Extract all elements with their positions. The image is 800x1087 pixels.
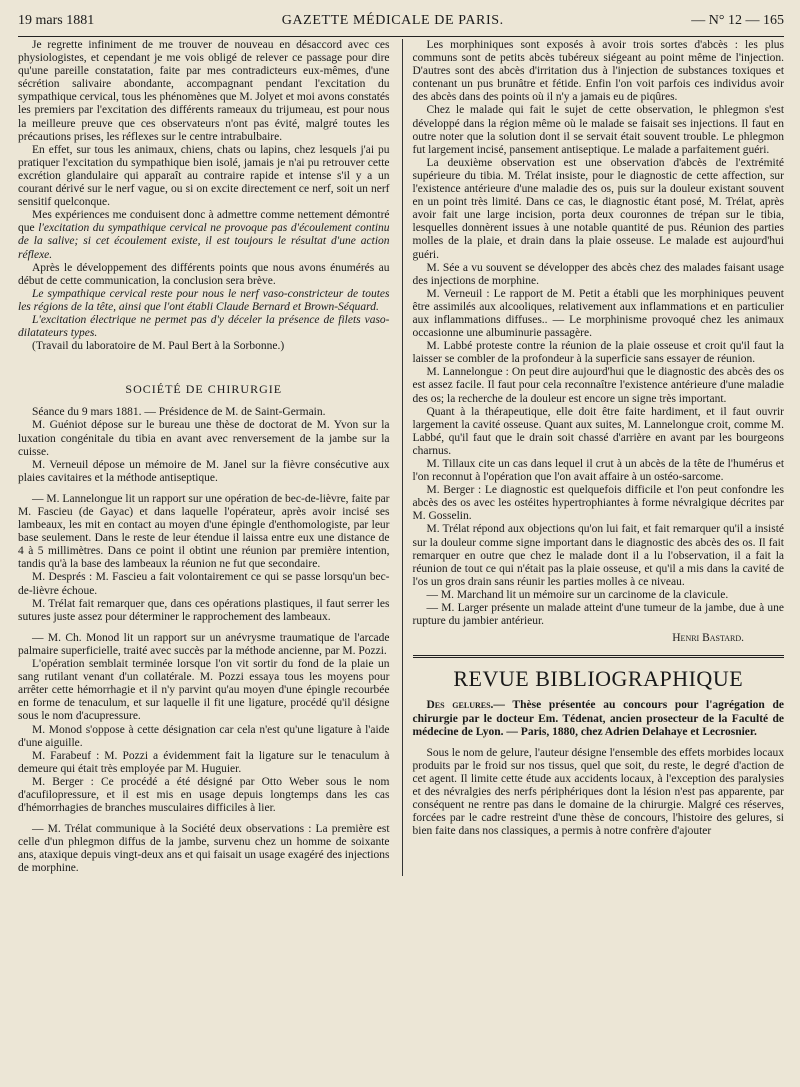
paragraph: Chez le malade qui fait le sujet de cette observation, le phlegmon s'est développé dans la région même où le malade se faisait ses injections. Il faut en outre noter que la solution dont il se servait était souvent trouble. Le phlegmon fut largement incisé, pansement antiseptique. Le malade a parfaitement guéri. bbox=[412, 104, 785, 156]
paragraph: M. Verneuil : Le rapport de M. Petit a établi que les morphiniques peuvent être assimilés aux alcooliques, relativement aux inflammations et en particulier aux inflammations diffuses.. — Le morphinisme provoqué chez les animaux occasionne une albuminurie passagère. bbox=[412, 287, 785, 340]
paragraph: M. Tillaux cite un cas dans lequel il crut à un abcès de la tête de l'humérus et l'on reconnut à l'opération que l'on avait affaire à un ostéo-sarcome. bbox=[412, 458, 785, 484]
header-issue: — N° 12 — 165 bbox=[691, 13, 784, 28]
spacer bbox=[18, 485, 390, 493]
page-header bbox=[18, 14, 784, 34]
paragraph: Quant à la thérapeutique, elle doit être faite hardiment, et il faut ouvrir largement la cavité osseuse. Quant aux suites, M. Lannelongue croit, comme M. Labbé, qu'il faut que le drain soit chassé d'arrière en avant par les bourgeons charnus. bbox=[412, 405, 785, 457]
paragraph: M. Labbé proteste contre la réunion de la plaie osseuse et croit qu'il faut la laisser se combler de la profondeur à la superficie sans essayer de réunion. bbox=[412, 340, 785, 366]
paragraph: M. Sée a vu souvent se développer des abcès chez des malades faisant usage des injections de morphine. bbox=[412, 261, 785, 287]
paragraph: — M. Marchand lit un mémoire sur un carcinome de la clavicule. bbox=[426, 588, 729, 601]
paragraph: Les morphiniques sont exposés à avoir trois sortes d'abcès : les plus communs sont de petits abcès tubéreux siégeant au point même de l'injection. D'autres sont des abcès d'irritation dus à l'injection de substances toxiques et contenant un pus brunâtre et fétide. Enfin l'on voit parfois ces individus avoir des abcès dans des points où il n'y a jamais eu de piqûres. bbox=[412, 39, 785, 104]
paragraph: Après le développement des différents points que nous avons énumérés au début de cette communication, la conclusion sera brève. bbox=[18, 261, 390, 287]
spacer bbox=[18, 624, 390, 632]
spacer bbox=[18, 815, 390, 823]
paragraph-lead: Des gelures. bbox=[426, 699, 494, 712]
paragraph: Je regrette infiniment de me trouver de nouveau en désaccord avec ces physiologistes, et cependant je me vois obligé de relever ce passage pour dire qu'une pareille constatation, faite par mes contradicteurs eux-mêmes, d'une sécrétion salivaire abondante, accompagnant pendant l'excitation du sympathique cervical, tous les phénomènes que M. Jolyet et moi avons constatés les premiers par l'excitation des différents rameaux du trijumeau, est pour nous la meilleure preuve que ces observateurs n'ont pas évité, malgré toutes les précautions prises, les réflexes sur le centre intrabulbaire. bbox=[18, 39, 390, 143]
paragraph-lead: Mes expériences me conduisent donc à admettre comme nettement démontré que bbox=[18, 209, 390, 235]
spacer bbox=[413, 739, 785, 747]
header-title: GAZETTE MÉDICALE DE PARIS. bbox=[281, 13, 504, 28]
lab-credit: (Travail du laboratoire de M. Paul Bert à la Sorbonne.) bbox=[32, 340, 285, 353]
paragraph: M. Farabeuf : M. Pozzi a évidemment fait la ligature sur le tenaculum à demeure qui était très employée par M. Huguier. bbox=[18, 749, 390, 775]
revue-title: REVUE BIBLIOGRAPHIQUE bbox=[453, 666, 744, 692]
conclusion-1: Le sympathique cervical reste pour nous le nerf vaso-constricteur de toutes les régions de la tête, ainsi que l'ont établi Claude Bernard et Brown-Séquard. bbox=[18, 287, 390, 313]
signature: Henri Bastard. bbox=[672, 632, 745, 645]
paragraph: M. Berger : Ce procédé a été désigné par Otto Weber sous le nom d'acufilopressure, et il est mis en usage depuis longtemps dans les cas d'hémorrhagies de branches musculaires difficiles à lier. bbox=[18, 775, 390, 815]
paragraph: L'opération semblait terminée lorsque l'on vit sortir du fond de la plaie un sang rutilant venant d'un collatérale. M. Pozzi essaya tous les moyens pour arrêter cette hémorrhagie et il n'y parvint qu'au moyen d'une épingle recourbée en forme de tenaculum, et sur laquelle il fit une ligature, procédé qu'il désigne sous le nom d'acupressure. bbox=[18, 658, 390, 723]
paragraph: M. Trélat répond aux objections qu'on lui fait, et fait remarquer qu'il a insisté sur la douleur comme signe important dans le diagnostic des abcès des os. Il fait remarquer en outre que chez le malade dont il a lu l'observation, il a fait la réunion de tout ce qui n'était pas la plaie osseuse, et qu'il a mis dans la cavité de l'os un gros drain sans réunir les parties molles à ce niveau. bbox=[412, 523, 785, 588]
left-column bbox=[18, 39, 390, 876]
paragraph: — M. Larger présente un malade atteint d'une tumeur de la jambe, due à une rupture du jambier antérieur. bbox=[412, 602, 785, 628]
header-date: 19 mars 1881 bbox=[18, 13, 95, 28]
paragraph bbox=[18, 209, 390, 261]
revue-section bbox=[413, 655, 785, 838]
paragraph: M. Guéniot dépose sur le bureau une thèse de doctorat de M. Yvon sur la luxation congénitale du tibia en avant avec renversement de la jambe sur la cuisse. bbox=[18, 419, 390, 458]
header-rule bbox=[18, 36, 784, 37]
paragraph: M. Lannelongue : On peut dire aujourd'hui que le diagnostic des abcès des os est assez facile. Il faut pour cela reconnaître l'existence antérieure d'une maladie des os; la recherche de la douleur est encore un signe très important. bbox=[412, 366, 785, 405]
paragraph: M. Trélat fait remarquer que, dans ces opérations plastiques, il faut serrer les sutures juste assez pour déterminer le rapprochement des lambeaux. bbox=[18, 597, 390, 623]
seance-line: Séance du 9 mars 1881. — Présidence de M. de Saint-Germain. bbox=[32, 406, 326, 419]
paragraph: En effet, sur tous les animaux, chiens, chats ou lapins, chez lesquels j'ai pu pratiquer l'excitation du sympathique bien isolé, jamais je n'ai pu retrouver cette excrétion glandulaire qui apparaît au contraire rapide et intense s'il y a un courant dérivé sur le nerf vague, ou si on excite directement ce nerf, soit un nerf sensitif quelconque. bbox=[18, 143, 390, 209]
paragraph-italic: l'excitation du sympathique cervical ne provoque pas d'écoulement continu de la salive; si cet écoulement existe, il est toujours le résultat d'une action réflexe. bbox=[18, 222, 390, 261]
section-title: SOCIÉTÉ DE CHIRURGIE bbox=[125, 382, 283, 397]
paragraph-text: — Thèse présentée au concours pour l'agrégation de chirurgie par le docteur Em. Tédenat, ancien prosecteur de la Faculté de médecine de Lyon. — Paris, 1880, chez Adrien Delahaye et Lecrosnier. bbox=[412, 699, 785, 738]
paragraph: — M. Ch. Monod lit un rapport sur un anévrysme traumatique de l'arcade palmaire superficielle, traité avec succès par la méthode ancienne, par M. Pozzi. bbox=[18, 631, 390, 657]
right-column bbox=[413, 39, 785, 838]
paragraph: La deuxième observation est une observation d'abcès de l'extrémité supérieure du tibia. M. Trélat insiste, pour le diagnostic de cette affection, sur l'existence antérieure d'une maladie des os, puis sur la douleur existant souvent en un point très limité. Dans ce cas, le diagnostic étant posé, M. Trélat, après avoir fait une large incision, porta deux couronnes de trépan sur le tibia, lesquelles donnèrent issues à une notable quantité de pus. Réunion des parties molles de la plaie, et drain dans la plaie osseuse. Le malade est aujourd'hui guéri. bbox=[412, 156, 785, 261]
paragraph: M. Berger : Le diagnostic est quelquefois difficile et l'on peut confondre les abcès des os avec les ostéites hypertrophiantes à forme névralgique décrites par M. Gosselin. bbox=[412, 484, 785, 523]
column-divider bbox=[402, 39, 403, 876]
paragraph: — M. Lannelongue lit un rapport sur une opération de bec-de-lièvre, faite par M. Fascieu (de Gayac) et dans laquelle l'opérateur, après avoir incisé ses lambeaux, les mit en contact au moyen d'une épingle d'enthomologiste, par leur base seulement. Dans le reste de leur étendue il laissa entre eux une distance de 4 à 5 millimètres. Dans ce point il obtint une réunion par première intention, tandis qu'à la base des lambeaux la réunion ne fut que secondaire. bbox=[18, 492, 390, 571]
paragraph: M. Monod s'oppose à cette désignation car cela n'est qu'une ligature à l'aide d'une aiguille. bbox=[18, 723, 390, 749]
paragraph: M. Verneuil dépose un mémoire de M. Janel sur la fièvre consécutive aux plaies cavitaires et la méthode antiseptique. bbox=[18, 458, 390, 484]
conclusion-2: L'excitation électrique ne permet pas d'y déceler la présence de filets vaso-dilatateurs types. bbox=[18, 313, 390, 340]
paragraph: — M. Trélat communique à la Société deux observations : La première est celle d'un phlegmon diffus de la jambe, survenu chez un homme de soixante ans, ataxique depuis vingt-deux ans et qui faisait un usage exagéré des injections de morphine. bbox=[18, 823, 390, 875]
paragraph: M. Després : M. Fascieu a fait volontairement ce qui se passe lorsqu'un bec-de-lièvre échoue. bbox=[18, 571, 390, 597]
paragraph: Sous le nom de gelure, l'auteur désigne l'ensemble des effets morbides locaux produits par le froid sur nos tissus, quel que soit, du reste, le degré d'action de cet agent. Il limite cette étude aux accidents locaux, à l'exception des paralysies et des névralgies des nerfs périphériques dont la lésion n'est pas apparente, par conséquent ne rentre pas dans le domaine de la chirurgie. Malgré ces réserves, forcées par le cadre restreint d'une thèse de concours, l'histoire des gelures, si bien faite dans nos classiques, a permis à notre confrère d'ajouter bbox=[412, 746, 785, 838]
columns bbox=[18, 39, 784, 876]
paragraph bbox=[413, 699, 785, 738]
